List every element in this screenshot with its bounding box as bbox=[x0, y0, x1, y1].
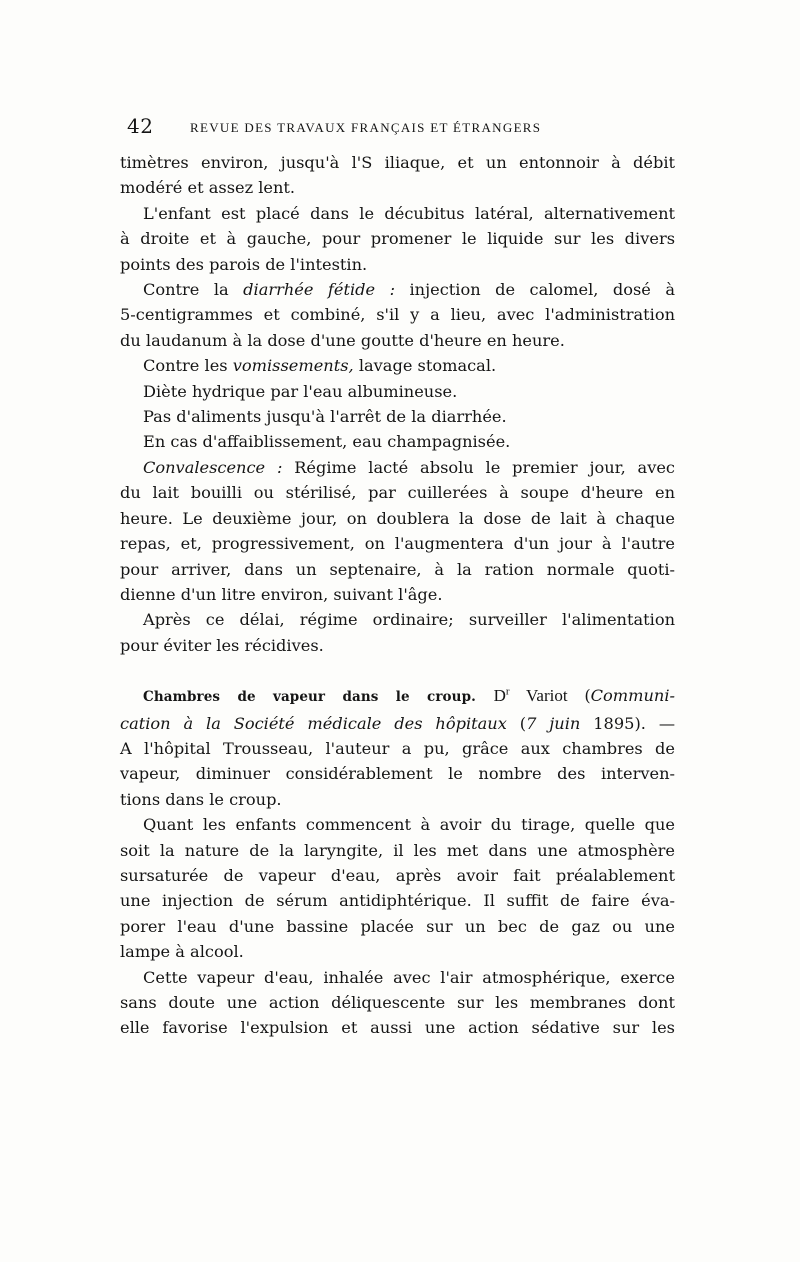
text-run: Régime lacté absolu le premier jour, avec bbox=[282, 457, 676, 477]
text-line: timètres environ, jusqu'à l'S iliaque, et un entonnoir à débit bbox=[120, 153, 675, 172]
text-line: points des parois de l'intestin. bbox=[120, 254, 368, 274]
paragraph-diet: Diète hydrique par l'eau albumineuse. bbox=[143, 381, 458, 401]
text-run: Contre les bbox=[143, 356, 233, 376]
page-header bbox=[127, 114, 679, 142]
italic-term: diarrhée fétide : bbox=[243, 280, 396, 300]
text-line: A l'hôpital Trousseau, l'auteur a pu, grâce aux chambres de bbox=[120, 738, 675, 758]
text-line: sans doute une action déliquescente sur les membranes dont bbox=[120, 993, 675, 1012]
page-number: 42 bbox=[127, 114, 154, 138]
page-body bbox=[120, 150, 675, 1041]
paragraph-convalescence bbox=[120, 455, 675, 607]
text-line: cation à la Société médicale des hôpitaux (7 juin 1895). — bbox=[120, 713, 676, 733]
text-line: pour arriver, dans un septenaire, à la ration normale quoti- bbox=[120, 559, 675, 579]
source-title: cation à la Société médicale des hôpitaux bbox=[120, 713, 507, 733]
text-line: soit la nature de la laryngite, il les met dans une atmosphère bbox=[120, 840, 675, 860]
text-line: Après ce délai, régime ordinaire; surveiller l'alimentation bbox=[143, 610, 675, 630]
text-line: à droite et à gauche, pour promener le liquide sur les divers bbox=[120, 229, 675, 249]
paragraph-enema-continued bbox=[120, 150, 675, 201]
source-title: Communi- bbox=[590, 686, 675, 706]
text-line: heure. Le deuxième jour, on doublera la dose de lait à chaque bbox=[120, 508, 675, 528]
text-run: injection de calomel, dosé à bbox=[395, 280, 676, 300]
text-line: modéré et assez lent. bbox=[120, 178, 296, 198]
text-line: dienne d'un litre environ, suivant l'âge. bbox=[120, 584, 443, 604]
text-line: du laudanum à la dose d'une goutte d'heure en heure. bbox=[120, 330, 565, 350]
running-title: REVUE DES TRAVAUX FRANÇAIS ET ÉTRANGERS bbox=[190, 120, 542, 135]
text-run: lavage stomacal. bbox=[353, 356, 497, 376]
text-line: L'enfant est placé dans le décubitus latéral, alternativement bbox=[143, 203, 675, 223]
paragraph-position bbox=[120, 201, 675, 277]
text-line: 5-centigrammes et combiné, s'il y a lieu, avec l'administration bbox=[120, 305, 675, 325]
paragraph-diarrhea bbox=[120, 277, 675, 353]
article-title: Chambres de vapeur dans le croup. bbox=[143, 689, 476, 706]
text-line bbox=[120, 277, 675, 302]
text-line: elle favorise l'expulsion et aussi une action sédative sur les bbox=[120, 1018, 675, 1038]
paragraph-after bbox=[120, 607, 675, 658]
text-line bbox=[120, 455, 675, 480]
text-line: sursaturée de vapeur d'eau, après avoir fait préalablement bbox=[120, 865, 675, 885]
italic-term: vomissements, bbox=[232, 356, 354, 376]
article-heading-line bbox=[120, 683, 675, 710]
text-line: porer l'eau d'une bassine placée sur un bec de gaz ou une bbox=[120, 916, 675, 936]
text-run: ( bbox=[584, 686, 591, 706]
text-line: lampe à alcool. bbox=[120, 942, 244, 962]
paragraph-vomiting bbox=[120, 353, 675, 378]
source-date: 7 juin bbox=[526, 713, 581, 733]
text-line: Cette vapeur d'eau, inhalée avec l'air atmosphérique, exerce bbox=[143, 967, 675, 987]
text-run: Contre la bbox=[143, 280, 244, 300]
text-line: une injection de sérum antidiphtérique. Il suffit de faire éva- bbox=[120, 891, 675, 911]
text-line: repas, et, progressivement, on l'augmentera d'un jour à l'autre bbox=[120, 534, 675, 554]
text-line: vapeur, diminuer considérablement le nombre des interven- bbox=[120, 764, 675, 784]
article-steam-chambers bbox=[120, 683, 675, 1041]
section-gap bbox=[120, 658, 675, 683]
text-line: Quant les enfants commencent à avoir du tirage, quelle que bbox=[143, 815, 675, 835]
text-line: tions dans le croup. bbox=[120, 789, 282, 809]
article-author: $D^r$ Variot bbox=[493, 685, 585, 706]
text-line: du lait bouilli ou stérilisé, par cuillerées à soupe d'heure en bbox=[120, 483, 675, 503]
paragraph-weakness: En cas d'affaiblissement, eau champagnisée. bbox=[143, 432, 511, 452]
paragraph-no-food: Pas d'aliments jusqu'à l'arrêt de la diarrhée. bbox=[143, 407, 507, 427]
italic-term: Convalescence : bbox=[143, 457, 283, 477]
text-line: pour éviter les récidives. bbox=[120, 635, 324, 655]
